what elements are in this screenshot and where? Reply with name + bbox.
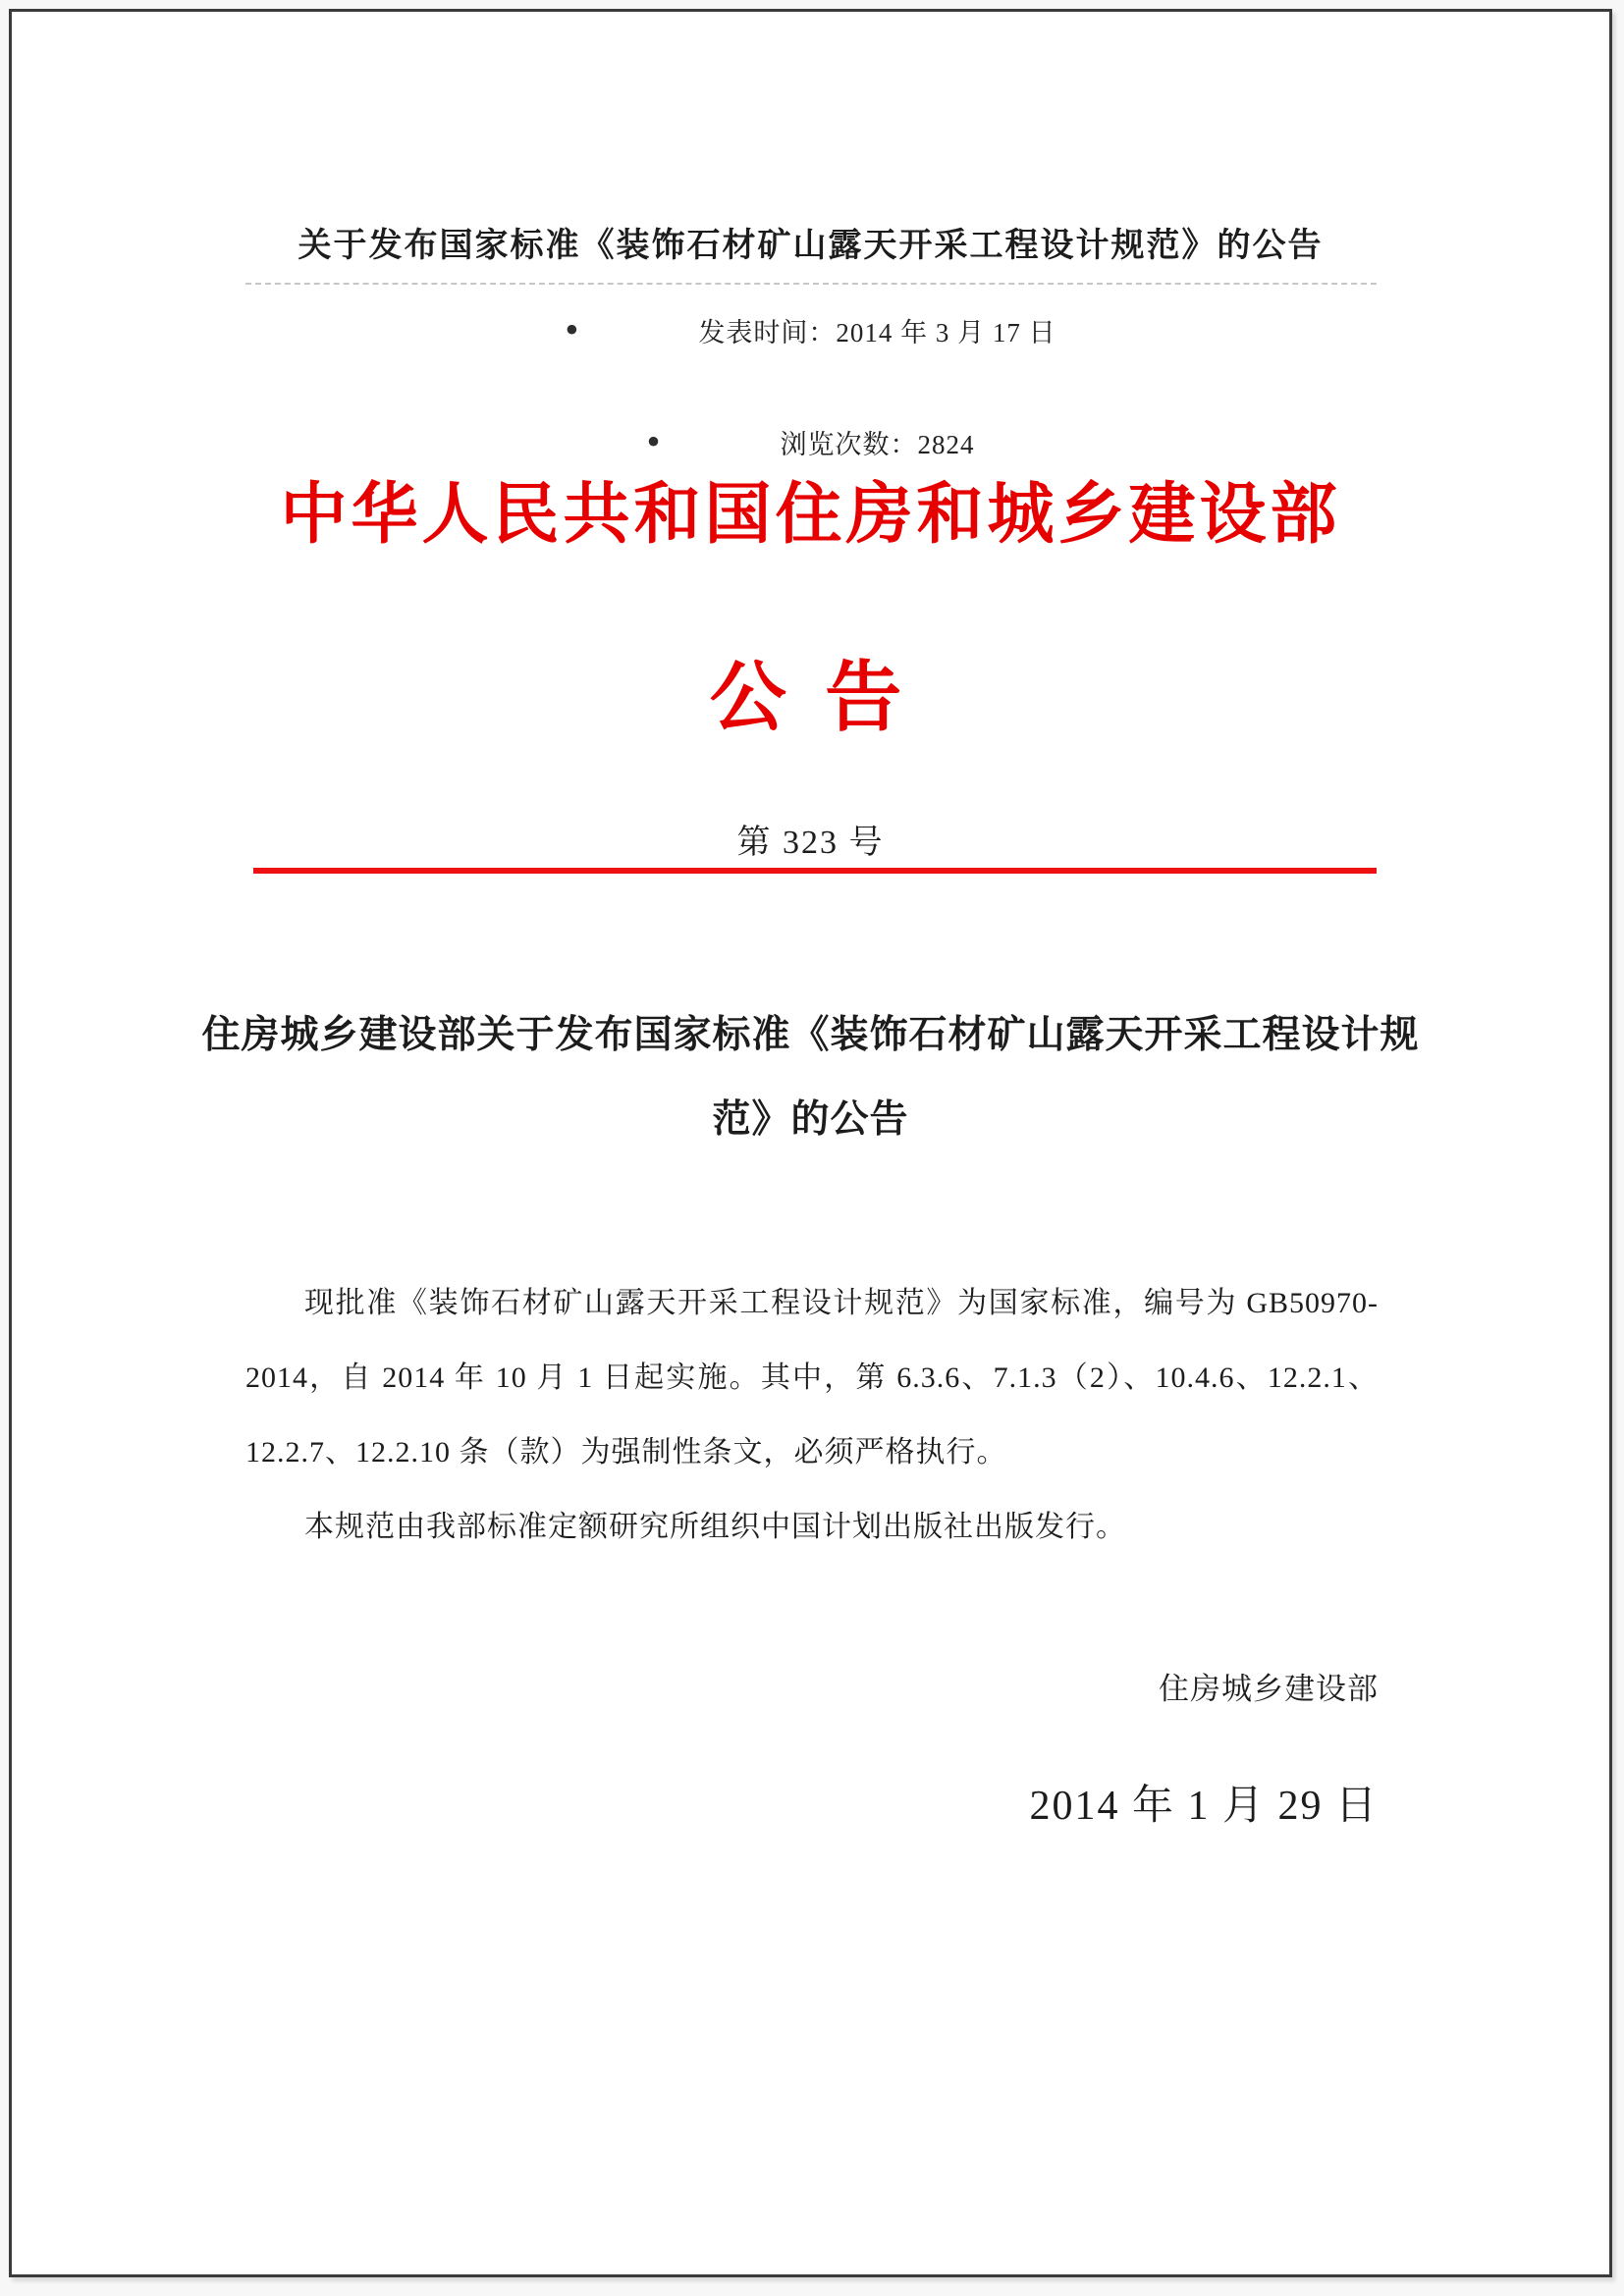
signature-organization: 住房城乡建设部 [1159,1672,1379,1706]
announcement-heading: 公 告 [709,655,912,740]
announcement-subtitle [12,993,1609,1162]
ministry-name-heading: 中华人民共和国住房和城乡建设部 [280,477,1341,552]
document-page [9,9,1612,2277]
publish-time-row [12,309,1609,350]
signature-date: 2014 年 1 月 29 日 [1029,1784,1379,1829]
subtitle-line-2: 范》的公告 [712,1098,909,1141]
view-count-row [12,421,1609,462]
publish-time-text: 发表时间：2014 年 3 月 17 日 [698,317,1056,347]
announcement-number: 第 323 号 [736,825,885,861]
page-title: 关于发布国家标准《装饰石材矿山露天开采工程设计规范》的公告 [298,228,1324,264]
body-text [245,1266,1379,1565]
view-count-text: 浏览次数：2824 [780,429,975,459]
red-divider-line [253,868,1377,874]
subtitle-line-1: 住房城乡建设部关于发布国家标准《装饰石材矿山露天开采工程设计规 [201,1014,1420,1056]
body-paragraph-2: 本规范由我部标准定额研究所组织中国计划出版社出版发行。 [304,1511,1126,1543]
title-separator [245,283,1377,285]
body-paragraph-1: 现批准《装饰石材矿山露天开采工程设计规范》为国家标准，编号为 GB50970-2014，自 2014 年 10 月 1 日起实施。其中，第 6.3.6、7.1.3（2）、10.4.6、12.2.1、12.2.7、12.2.10 条（款）为强制性条文，必须严格执行。 [245,1287,1379,1468]
bullet-icon: • [565,307,579,351]
bullet-icon: • [646,419,661,463]
